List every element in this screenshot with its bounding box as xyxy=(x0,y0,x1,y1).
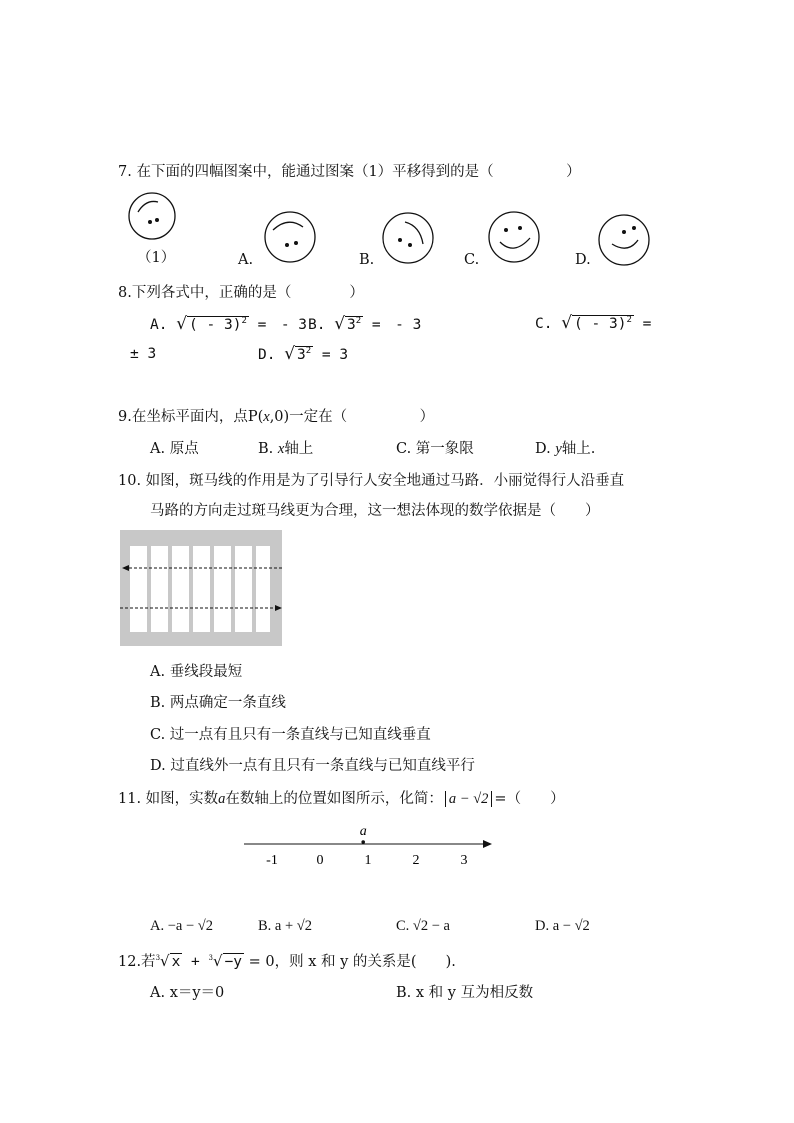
q11-absolute-value: a − √2 xyxy=(445,791,493,807)
q8-b-radicand: $3^2$ xyxy=(347,316,362,333)
q8-option-d: D. √ $3^2 = 3$ xyxy=(258,344,349,364)
point-a xyxy=(361,840,365,844)
number-line xyxy=(240,822,510,872)
pattern-1-icon xyxy=(129,193,175,239)
q7-option-a: A. xyxy=(238,252,254,268)
tick-label-1: 0 xyxy=(316,853,324,868)
q8-d-radicand: $3^2$ xyxy=(297,346,312,363)
q10-option-a: A. 垂线段最短 xyxy=(150,664,243,680)
q11-option-d: D. a − √2 xyxy=(535,918,590,934)
q10-stem-line1: 10. 如图，斑马线的作用是为了引导行人安全地通过马路．小丽觉得行人沿垂直 xyxy=(118,473,625,489)
pattern-a-icon xyxy=(265,212,315,262)
pattern-c-icon xyxy=(489,212,539,262)
tick-label-2: 1 xyxy=(364,853,372,868)
q12-option-a: A. x＝y＝0 xyxy=(150,985,225,1001)
q7-fig-label: （1） xyxy=(137,250,176,266)
q8-c-radicand: ( - 3)$^2$ xyxy=(574,315,632,332)
number-line-ticks xyxy=(266,853,467,868)
q10-option-c: C. 过一点有且只有一条直线与已知直线垂直 xyxy=(150,727,431,743)
q10-stem-line2: 马路的方向走过斑马线更为合理，这一想法体现的数学依据是（ ） xyxy=(150,503,600,519)
q7-option-b: B. xyxy=(359,252,375,268)
pattern-b-icon xyxy=(383,213,433,263)
q8-stem: 8.下列各式中，正确的是（ ） xyxy=(118,285,364,301)
q11-option-c: C. √2 − a xyxy=(396,918,450,934)
q7-option-d: D. xyxy=(575,252,591,268)
point-a-label: a xyxy=(359,824,367,839)
q12-stem: 12.若$^3$√ x + $^3$√ −y = 0，则 x 和 y 的关系是( ). xyxy=(118,952,456,970)
q7-stem: 7. 在下面的四幅图案中，能通过图案（1）平移得到的是（ ） xyxy=(118,164,581,180)
zebra-crossing-figure xyxy=(120,530,282,646)
q8-option-c: C. √ ( - 3)$^2$ = xyxy=(535,313,652,333)
q10-option-b: B. 两点确定一条直线 xyxy=(150,695,286,711)
q11-option-a: A. −a − √2 xyxy=(150,918,213,934)
tick-label-4: 3 xyxy=(460,853,468,868)
q8-option-a: A. √ ( - 3)$^2$ = - 3 xyxy=(150,314,308,334)
q11-option-b: B. a + √2 xyxy=(258,918,312,934)
tick-label-0: -1 xyxy=(266,853,278,868)
q9-option-a: A. 原点 xyxy=(150,441,199,457)
q8-a-radicand: ( - 3)$^2$ xyxy=(189,316,247,333)
axis-arrow-icon xyxy=(483,840,492,848)
q12-option-b: B. x 和 y 互为相反数 xyxy=(396,985,534,1001)
q9-option-b: B. x轴上 xyxy=(258,441,314,457)
q11-stem: 11. 如图，实数a在数轴上的位置如图所示，化简： a − √2 =（ ） xyxy=(118,791,565,807)
q8-option-c-continued: ± 3 xyxy=(130,346,157,362)
q9-option-d: D. y轴上. xyxy=(535,441,596,457)
zebra-stripes xyxy=(130,546,270,632)
q9-option-c: C. 第一象限 xyxy=(396,441,474,457)
pattern-d-icon xyxy=(599,215,649,265)
q10-option-d: D. 过直线外一点有且只有一条直线与已知直线平行 xyxy=(150,758,475,774)
tick-label-3: 2 xyxy=(412,853,420,868)
q9-stem: 9.在坐标平面内，点P(x,0)一定在（ ） xyxy=(118,409,435,425)
q8-option-b: B. √ $3^2$ = - 3 xyxy=(308,314,422,334)
q7-option-c: C. xyxy=(464,252,480,268)
